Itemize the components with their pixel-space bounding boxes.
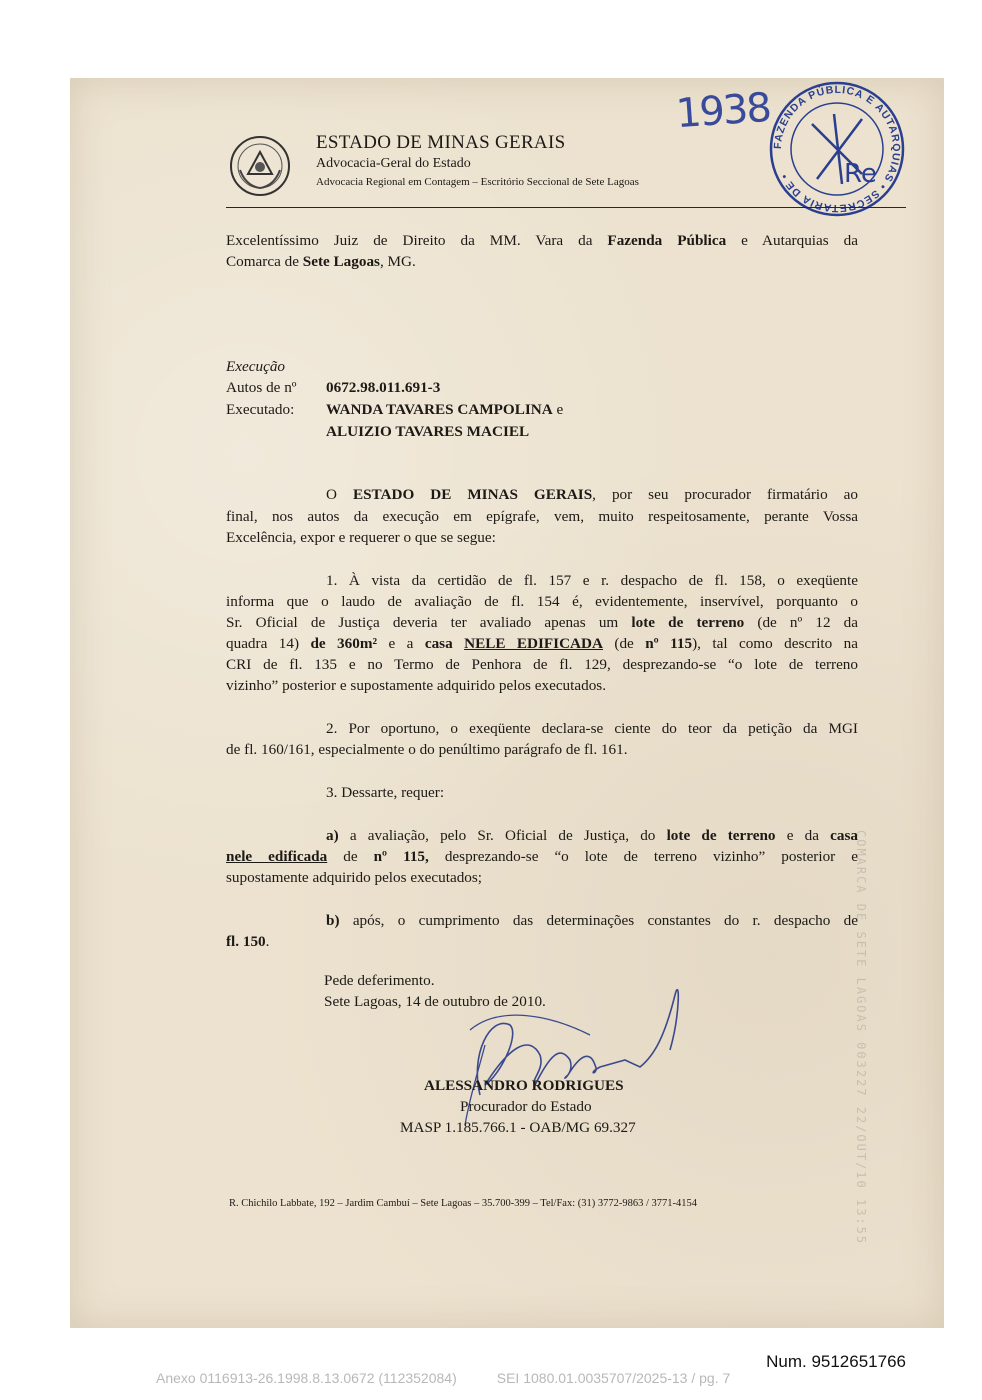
signer-masp: MASP 1.185.766.1 - OAB/MG 69.327 xyxy=(400,1119,636,1136)
stamp-text: FAZENDA PÚBLICA E AUTARQUIAS • SECRETARIA DE • xyxy=(771,83,903,215)
intro-line-2: final, nos autos da execução em epígrafe, vem, muito respeitosamente, perante Vossa xyxy=(226,508,858,525)
autos-label: Autos de nº xyxy=(226,379,297,396)
pa-line-3: supostamente adquirido pelos executados; xyxy=(226,869,483,886)
addressee-line-2: Comarca de Sete Lagoas, MG. xyxy=(226,253,416,270)
intro-line-3: Excelência, expor e requerer o que se segue: xyxy=(226,529,496,546)
footer-address: R. Chichilo Labbate, 192 – Jardim Cambuí – Sete Lagoas – 35.700-399 – Tel/Fax: (31) 3772-9863 / 3771-4154 xyxy=(229,1198,698,1209)
pb-line-2: fl. 150. xyxy=(226,933,270,950)
coat-of-arms-icon xyxy=(228,134,292,198)
p1-line-4: quadra 14) de 360m² e a casa NELE EDIFICADA (de nº 115), tal como descrito na xyxy=(226,635,858,652)
p1-line-5: CRI de fl. 135 e no Termo de Penhora de fl. 129, desprezando-se “o lote de terreno xyxy=(226,656,858,673)
p2-line-2: de fl. 160/161, especialmente o do penúltimo parágrafo de fl. 161. xyxy=(226,741,628,758)
header-title: ESTADO DE MINAS GERAIS xyxy=(316,132,566,153)
addressee-line-1: Excelentíssimo Juiz de Direito da MM. Vara da Fazenda Pública e Autarquias da xyxy=(226,232,858,249)
pb-line-1: b) após, o cumprimento das determinações constantes do r. despacho de xyxy=(326,912,858,929)
p1-line-6: vizinho” posterior e supostamente adquirido pelos executados. xyxy=(226,677,607,694)
case-type: Execução xyxy=(226,358,286,375)
header-subtitle: Advocacia-Geral do Estado xyxy=(316,156,471,171)
annex-line xyxy=(156,1370,730,1386)
closing-request: Pede deferimento. xyxy=(324,972,435,989)
header-office: Advocacia Regional em Contagem – Escritório Seccional de Sete Lagoas xyxy=(316,176,639,188)
header-rule xyxy=(226,207,906,208)
executado-1: WANDA TAVARES CAMPOLINA e xyxy=(326,401,564,418)
annex-ref: Anexo 0116913-26.1998.8.13.0672 (112352084) xyxy=(156,1370,457,1386)
signer-role: Procurador do Estado xyxy=(460,1098,592,1115)
p1-line-2: informa que o laudo de avaliação de fl. 154 é, evidentemente, inservível, porquanto o xyxy=(226,593,858,610)
protocol-stamp: COMARCA DE SETE LAGOAS 003227 22/OUT/10 13:55 xyxy=(854,830,868,1246)
executado-label: Executado: xyxy=(226,401,295,418)
autos-number: 0672.98.011.691-3 xyxy=(326,379,441,396)
intro-line-1: O ESTADO DE MINAS GERAIS, por seu procurador firmatário ao xyxy=(326,486,859,503)
pa-line-1: a) a avaliação, pelo Sr. Oficial de Justiça, do lote de terreno e da casa xyxy=(326,827,858,844)
executado-2: ALUIZIO TAVARES MACIEL xyxy=(326,423,530,440)
p2-line-1: 2. Por oportuno, o exeqüente declara-se ciente do teor da petição da MGI xyxy=(326,720,858,737)
sei-ref: SEI 1080.01.0035707/2025-13 / pg. 7 xyxy=(496,1370,731,1386)
handwritten-number: 1938 xyxy=(674,84,772,138)
closing-place-date: Sete Lagoas, 14 de outubro de 2010. xyxy=(324,993,546,1010)
stamp-initials: Re xyxy=(844,159,877,189)
document-number: Num. 9512651766 xyxy=(766,1352,906,1371)
circular-stamp-icon xyxy=(752,74,922,224)
p1-line-1: 1. À vista da certidão de fl. 157 e r. despacho de fl. 158, o exeqüente xyxy=(326,572,858,589)
p3-line-1: 3. Dessarte, requer: xyxy=(326,784,445,801)
p1-line-3: Sr. Oficial de Justiça deveria ter avaliado apenas um lote de terreno (de nº 12 da xyxy=(226,614,859,631)
signer-name: ALESSANDRO RODRIGUES xyxy=(424,1077,624,1094)
pa-line-2: nele edificada de nº 115, desprezando-se “o lote de terreno vizinho” posterior e xyxy=(226,848,858,865)
